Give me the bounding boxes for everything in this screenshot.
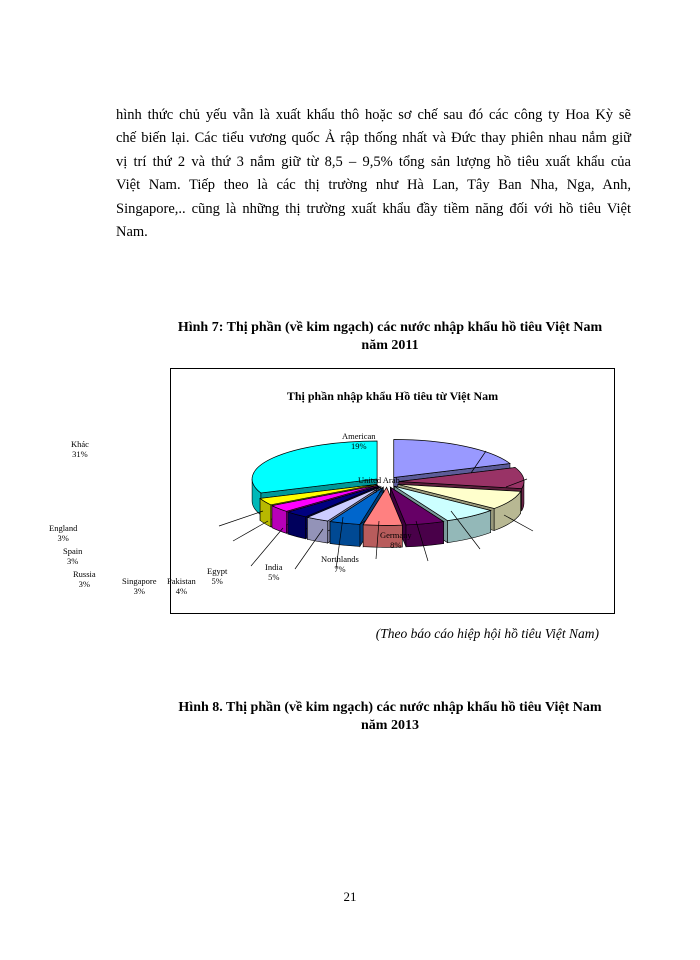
slice-percent: 3% bbox=[67, 556, 79, 566]
slice-label-egypt bbox=[207, 566, 227, 586]
slice-category: American bbox=[342, 431, 376, 441]
slice-category: Pakistan bbox=[167, 576, 196, 586]
slice-category: England bbox=[49, 523, 78, 533]
slice-percent: 3% bbox=[57, 533, 69, 543]
slice-category: United Arab bbox=[358, 475, 400, 485]
figure7-caption-line1: Hình 7: Thị phần (về kim ngạch) các nước nhập khẩu hồ tiêu Việt Nam bbox=[177, 320, 603, 335]
paragraph-line: Nam. bbox=[116, 223, 148, 240]
slice-percent: 3% bbox=[78, 579, 90, 589]
paragraph-line: Việt Nam. Tiếp theo là các thị trường như Hà Lan, Tây Ban Nha, Nga, Anh, bbox=[116, 177, 631, 194]
figure7-source: (Theo báo cáo hiệp hội hồ tiêu Việt Nam) bbox=[375, 626, 599, 641]
slice-percent: 3% bbox=[133, 586, 145, 596]
slice-percent: 5% bbox=[211, 576, 223, 586]
slice-percent: 7% bbox=[334, 564, 346, 574]
figure8-caption bbox=[140, 699, 640, 735]
slice-category: India bbox=[265, 562, 283, 572]
slice-category: Khác bbox=[71, 439, 89, 449]
slice-label-northlands bbox=[321, 554, 359, 574]
slice-label-england bbox=[49, 523, 77, 543]
chart-title: Thị phần nhập khẩu Hồ tiêu từ Việt Nam bbox=[286, 389, 499, 403]
slice-percent: 9% bbox=[373, 485, 385, 495]
paragraph-line: chế biến lại. Các tiểu vương quốc Ả rập thống nhất và Đức thay phiên nhau nắm giữ bbox=[116, 130, 631, 147]
figure7-caption bbox=[130, 319, 650, 355]
paragraph-line: vị trí thứ 2 và thứ 3 nắm giữ từ 8,5 – 9,5% tổng sản lượng hồ tiêu xuất khẩu của bbox=[116, 153, 631, 170]
paragraph-line: Singapore,.. cũng là những thị trường xuất khẩu đầy tiềm năng đối với hồ tiêu Việt bbox=[116, 200, 631, 217]
slice-label-pakistan bbox=[167, 576, 196, 596]
leader-line bbox=[251, 528, 283, 566]
slice-percent: 19% bbox=[350, 441, 367, 451]
slice-label-united-arab bbox=[358, 475, 400, 495]
slice-label-american bbox=[342, 431, 376, 451]
slice-percent: 5% bbox=[268, 572, 280, 582]
slice-category: Egypt bbox=[207, 566, 228, 576]
paragraph-line: hình thức chủ yếu vẫn là xuất khẩu thô hoặc sơ chế sau đó các công ty Hoa Kỳ sẽ bbox=[116, 107, 631, 123]
slice-percent: 4% bbox=[175, 586, 188, 596]
slice-percent: 31% bbox=[72, 449, 88, 459]
slice-label-germany bbox=[380, 530, 412, 550]
slice-category: Northlands bbox=[321, 554, 359, 564]
slice-category: Russia bbox=[73, 569, 96, 579]
leader-line bbox=[219, 511, 263, 526]
leader-line bbox=[233, 521, 268, 541]
body-paragraph bbox=[116, 104, 631, 244]
slice-label-khác bbox=[71, 439, 89, 459]
slice-percent: 8% bbox=[390, 540, 402, 550]
slice-category: Germany bbox=[380, 530, 412, 540]
pie-chart bbox=[49, 368, 615, 614]
figure8-caption-line1: Hình 8. Thị phần (về kim ngạch) các nước nhập khẩu hồ tiêu Việt Nam bbox=[178, 700, 602, 715]
figure7-caption-line2: năm 2011 bbox=[361, 338, 419, 353]
slice-label-singapore bbox=[122, 576, 156, 596]
figure8-caption-line2: năm 2013 bbox=[361, 718, 419, 733]
page-number: 21 bbox=[343, 889, 357, 904]
slice-category: Spain bbox=[63, 546, 83, 556]
slice-label-india bbox=[265, 562, 282, 582]
slice-category: Singapore bbox=[122, 576, 157, 586]
slice-label-russia bbox=[73, 569, 96, 589]
slice-label-spain bbox=[63, 546, 82, 566]
